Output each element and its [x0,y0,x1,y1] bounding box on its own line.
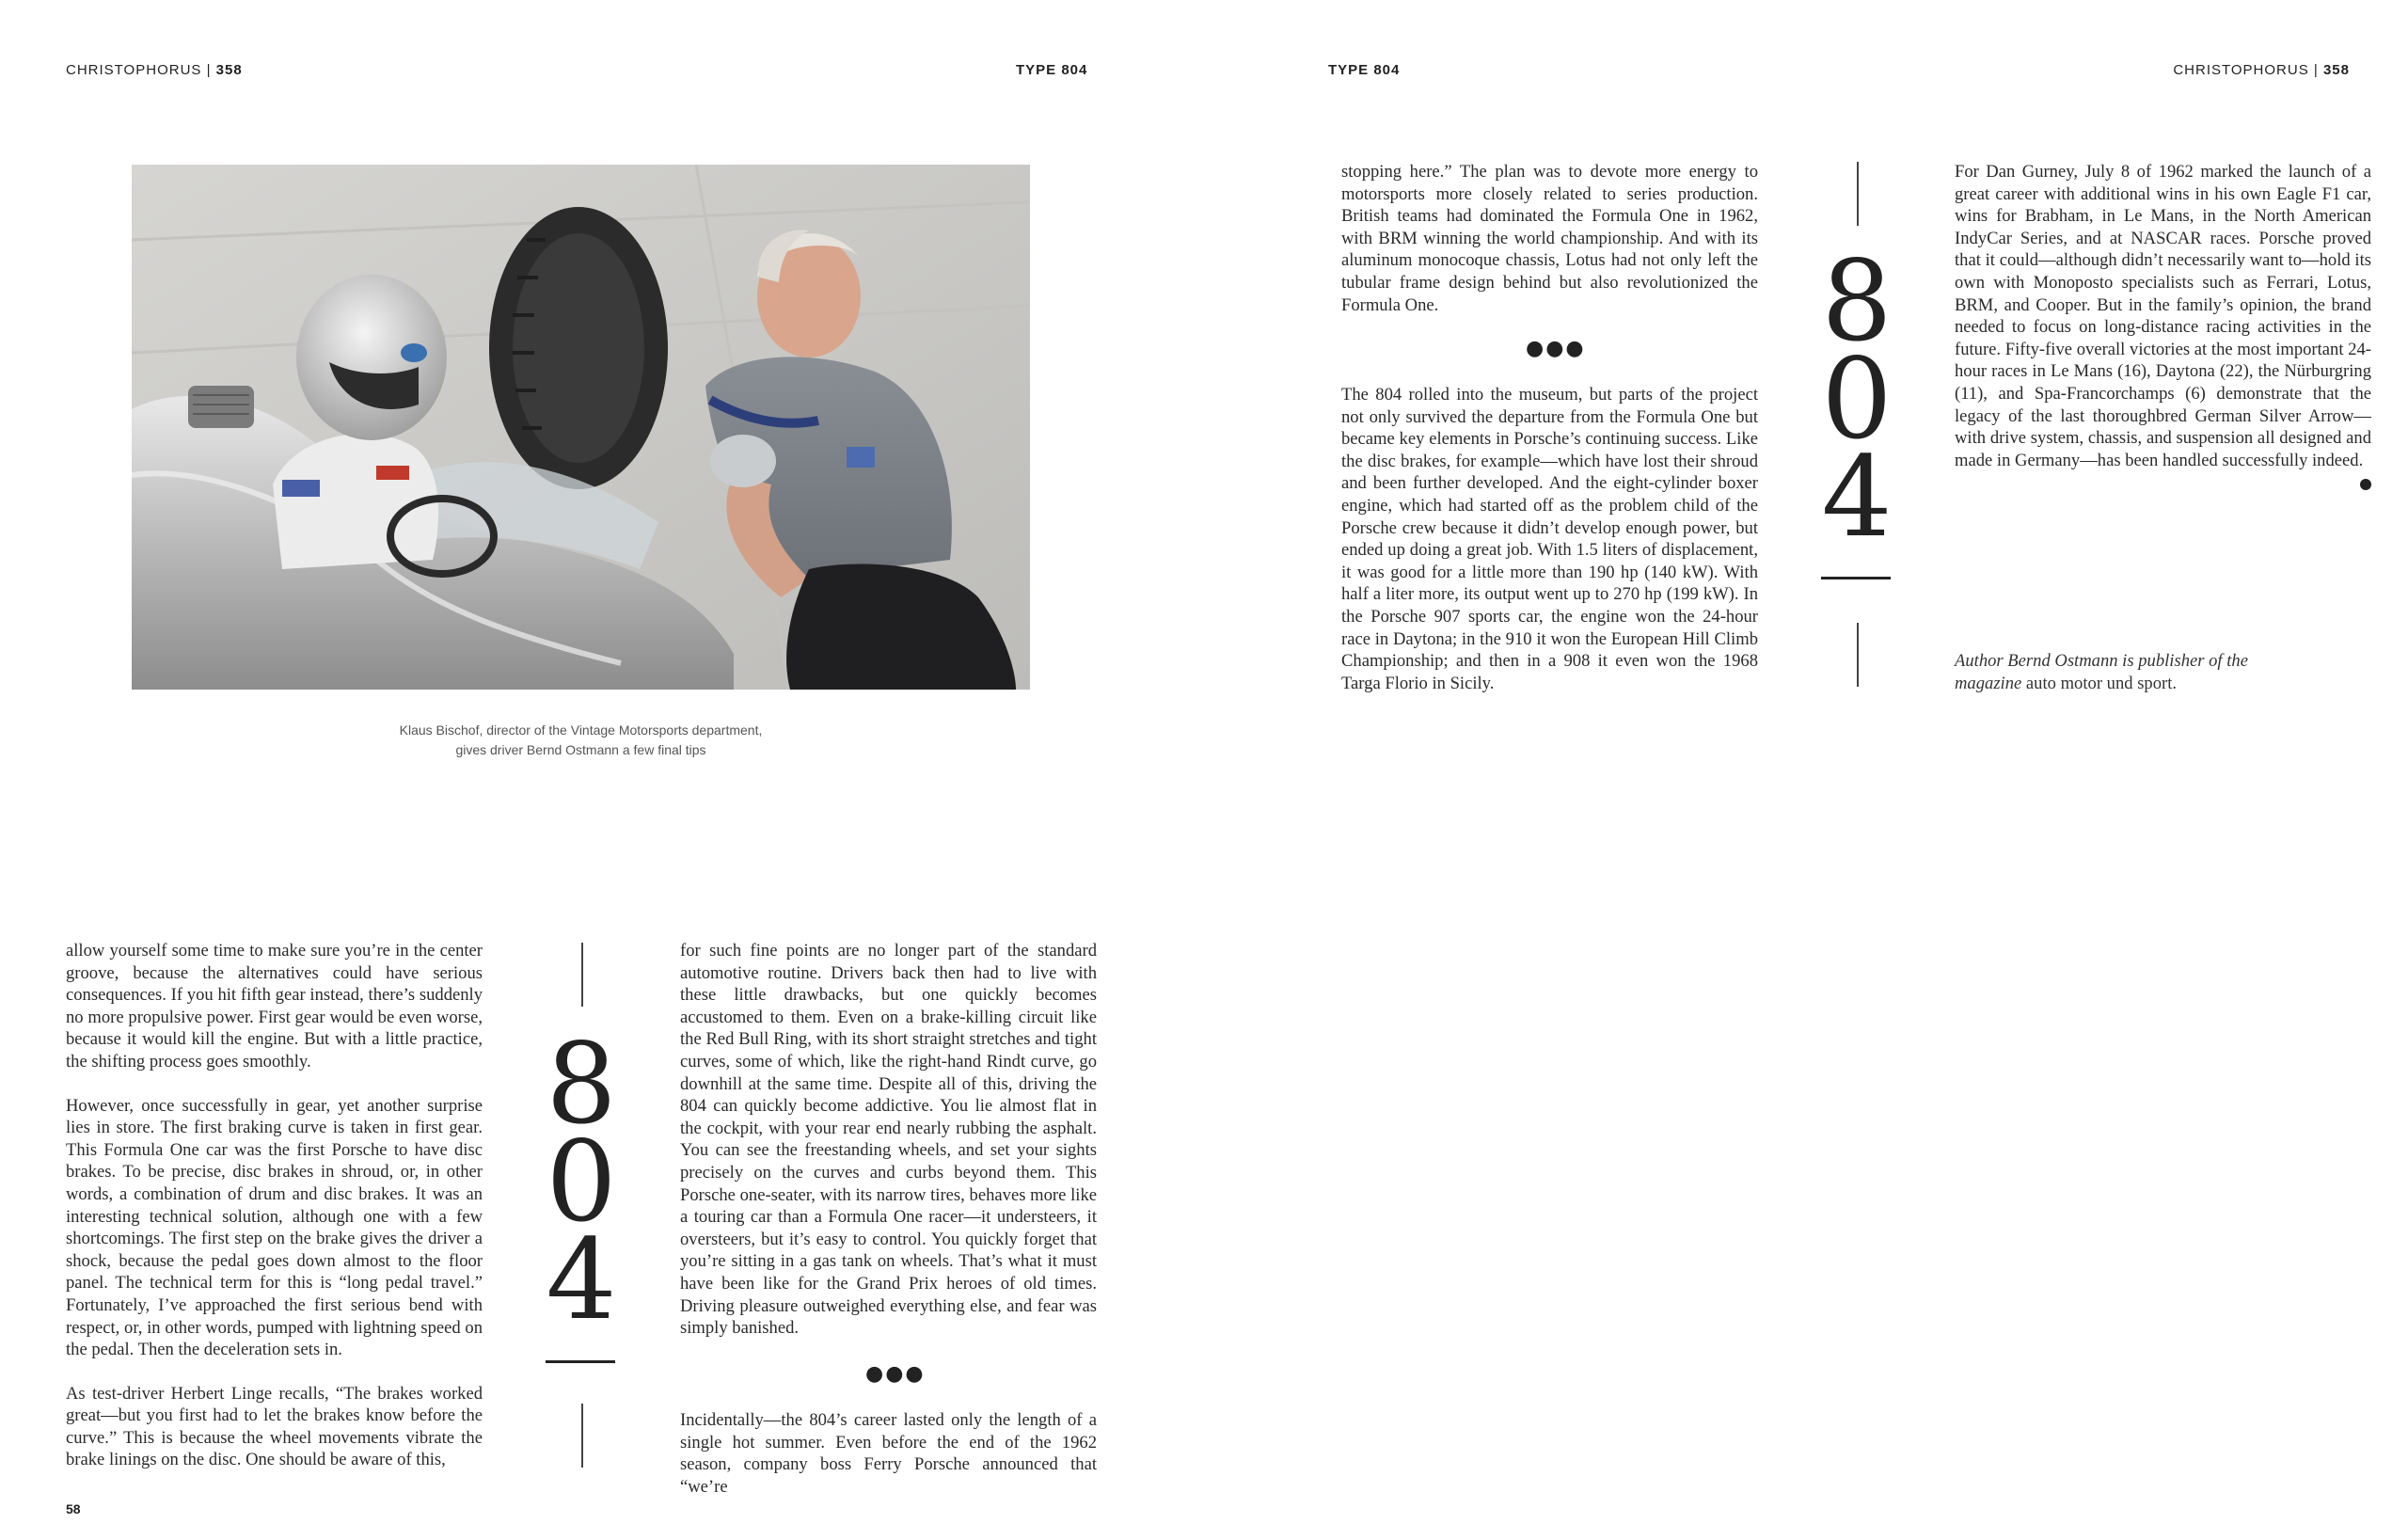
race-car-photo [132,165,1030,690]
body-paragraph: Incidentally—the 804’s career lasted only the length of a single hot summer. Even before the end of the 1962 season, company boss Ferry Porsche announced that “we’re [680,1410,1097,1497]
body-paragraph: for such fine points are no longer part of the standard automotive routine. Drivers back then had to live with these little drawbacks, but one quickly becomes accustomed to them. Even on a brake-killing circuit like the Red Bull Ring, with its short straight stretches and tight curves, some of which, like the right-hand Rindt curve, go downhill at the same time. Despite all of this, driving the 804 can quickly become addictive. You lie almost flat in the cockpit, with your rear end nearly rubbing the asphalt. You can see the freestanding wheels, and set your sights precisely on the curves and curbs beyond them. This Porsche one-seater, with its narrow tires, behaves more like a touring car than a Formula One racer—it understeers, it oversteers, but it’s easy to control. You quickly forget that you’re sitting in a gas tank on wheels. That’s what it must have been like for the Grand Prix heroes of old times. Driving pleasure outweighed everything else, and fear was simply banished. [680,941,1097,1339]
photo-caption: Klaus Bischof, director of the Vintage Motorsports department, gives driver Bernd Ostmann a few final tips [399,722,763,757]
ornament-horizontal-rule [546,1360,615,1363]
right-page-column-2 [1955,161,2371,471]
pull-number-804: 8 0 4 [546,1019,617,1344]
right-running-header: CHRISTOPHORUS | 358 [2173,62,2350,78]
body-paragraph: However, once successfully in gear, yet another surprise lies in store. The first braking curve is taken in first gear. This Formula One car was the first Porsche to have disc brakes. To be precise, disc brakes in shroud, or, in other words, a combination of drum and disc brakes. It was an interesting technical solution, although one with a few shortcomings. The first step on the brake gives the driver a shock, because the pedal goes down almost to the floor panel. The technical term for this is “long pedal travel.” Fortunately, I’ve approached the first serious bend with respect, or, in other words, pumped with lightning speed on the pedal. Then the deceleration sets in. [66,1095,483,1360]
section-break-dots: ●●● [1526,337,1586,360]
ornament-vertical-line-bottom [1857,623,1859,687]
ornament-vertical-line-bottom [581,1404,583,1468]
page-number: 58 [66,1501,81,1516]
body-paragraph: allow yourself some time to make sure you’re in the center groove, because the alternatives could have serious consequences. If you hit fifth gear instead, there’s suddenly no more propulsive power. First gear would be even worse, because it would kill the engine. But with a little practice, the shifting process goes smoothly. [66,941,483,1072]
left-running-header: CHRISTOPHORUS | 358 [66,62,243,78]
author-note: Author Bernd Ostmann is publisher of the magazine auto motor und sport. [1955,651,2248,693]
ornament-horizontal-rule [1821,577,1891,579]
body-paragraph: For Dan Gurney, July 8 of 1962 marked the launch of a great career with additional wins in his own Eagle F1 car, wins for Brabham, in Le Mans, in the North American IndyCar Series, and at NASCAR races. Porsche proved that it could—although didn’t necessarily want to—hold its own with Monoposto specialists such as Ferrari, Lotus, BRM, and Cooper. But in the family’s opinion, the brand needed to focus on long-distance racing activities in the future. Fifty-five overall victories at the most important 24-hour races in Le Mans (16), Daytona (22), the Nürburgring (11), and Spa-Francorchamps (6) demonstrate that the legacy of the last thoroughbred German Silver Arrow—with drive system, chassis, and suspension all designed and made in Germany—has been handled successfully indeed. [1955,162,2371,470]
left-section-title: TYPE 804 [1016,62,1088,78]
photo-illustration [132,165,1030,690]
ornament-vertical-line-top [1857,162,1859,226]
left-page-column-1 [66,940,483,1471]
ornament-vertical-line-top [581,943,583,1007]
magazine-name: CHRISTOPHORUS [2173,62,2309,78]
left-page-column-2 [680,940,1097,1340]
left-page-column-2-continued [680,1409,1097,1498]
magazine-name: CHRISTOPHORUS [66,62,202,78]
right-page-column-1 [1341,161,1758,316]
section-break-dots: ●●● [865,1362,926,1386]
right-section-title: TYPE 804 [1328,62,1401,78]
pull-number-804: 8 0 4 [1821,236,1893,562]
end-of-article-mark [2360,479,2371,490]
body-paragraph: The 804 rolled into the museum, but parts of the project not only survived the departure from the Formula One but became key elements in Porsche’s continuing success. Like the disc brakes, for example—which have lost their shroud and been further developed. And the eight-cylinder boxer engine, which had started off as the problem child of the Porsche crew because it didn’t develop enough power, but ended up doing a great job. With 1.5 liters of displacement, it was good for a little more than 190 hp (140 kW). With half a liter more, its output went up to 270 hp (199 kW). In the Porsche 907 sports car, the engine won the 24-hour race in Daytona; in the 910 it won the European Hill Climb Championship; and then in a 908 it even won the 1968 Targa Florio in Sicily. [1341,385,1758,693]
body-paragraph: As test-driver Herbert Linge recalls, “The brakes worked great—but you first had to let the brakes know before the curve.” This is because the wheel movements vibrate the brake linings on the disc. One should be aware of this, [66,1383,483,1470]
right-page-column-1-continued [1341,384,1758,694]
body-paragraph: stopping here.” The plan was to devote more energy to motorsports more closely related to series production. British teams had dominated the Formula One in 1962, with BRM winning the world championship. And with its aluminum monocoque chassis, Lotus had not only left the tubular frame design behind but also revolutionized the Formula One. [1341,162,1758,315]
issue-number: 358 [215,62,243,78]
issue-number: 358 [2322,62,2350,78]
